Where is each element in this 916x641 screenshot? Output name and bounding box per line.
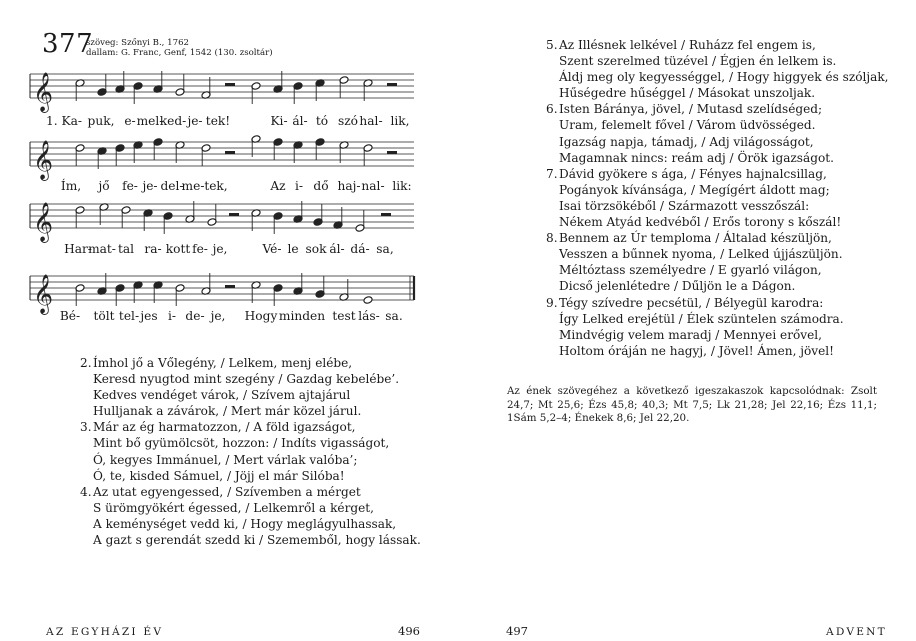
lyric-syllable: dá- xyxy=(350,242,370,256)
lyric-syllable: lás- xyxy=(358,309,380,323)
note-icon xyxy=(133,82,143,104)
verse-line: Szent szerelmed tüzével / Égjen én lelkem is. xyxy=(559,54,837,69)
note-icon xyxy=(75,206,85,228)
note-icon xyxy=(175,74,185,96)
note-icon xyxy=(339,76,349,98)
note-icon xyxy=(75,284,85,306)
note-icon xyxy=(75,144,85,166)
note-icon xyxy=(315,138,325,160)
lyric-syllable: Bé- xyxy=(59,309,81,323)
lyric-syllable: tek! xyxy=(205,114,231,128)
note-icon xyxy=(115,144,125,166)
lyric-syllable: tek, xyxy=(204,179,228,193)
verse-number: 4. xyxy=(80,484,92,499)
verse-number: 6. xyxy=(546,102,558,117)
rest-icon xyxy=(225,151,235,154)
note-icon xyxy=(273,284,283,306)
verses-right xyxy=(546,37,889,359)
lyrics-line-4 xyxy=(46,309,426,327)
music-staff-2 xyxy=(30,124,430,184)
verse-5 xyxy=(546,37,889,101)
verse-line: Bennem az Úr temploma / Általad készüljön, xyxy=(559,231,832,246)
page-number-left: 496 xyxy=(398,624,420,638)
verse-line: Isten Báránya, jövel, / Mutasd szelídséged; xyxy=(559,102,823,117)
lyric-syllable: ál- xyxy=(329,242,345,256)
lyric-syllable: mat- xyxy=(88,242,116,256)
lyric-syllable: ál- xyxy=(292,114,308,128)
lyric-syllable: kott xyxy=(165,242,191,256)
lyric-syllable: ked- xyxy=(159,114,187,128)
lyric-syllable: le xyxy=(287,242,299,256)
verse-number: 7. xyxy=(546,166,558,181)
verse-line: Áldj meg oly kegyességgel, / Hogy higgyek és szóljak, xyxy=(559,70,889,85)
verse-line: Magamnak nincs: reám adj / Örök igazságot. xyxy=(559,150,834,165)
lyric-syllable: hal- xyxy=(359,114,383,128)
lyric-syllable: i- xyxy=(294,179,304,193)
lyric-syllable: jő xyxy=(98,179,110,193)
lyric-syllable: Ki- xyxy=(270,114,288,128)
treble-clef-icon: 𝄞 xyxy=(33,274,54,314)
lyric-syllable: lik: xyxy=(392,179,412,193)
verse-line: Hűségedre hűséggel / Másokat unszoljak. xyxy=(559,86,816,101)
lyric-syllable: je- xyxy=(142,179,158,193)
note-icon xyxy=(153,138,163,160)
rest-icon xyxy=(387,83,397,86)
music-staff-3 xyxy=(30,186,430,246)
verse-line: Dicső jelenlétedre / Dűljön le a Dágon. xyxy=(559,279,796,294)
note-icon xyxy=(273,212,283,234)
verse-line: Nékem Atyád kedvéből / Erős torony s kőszál! xyxy=(559,215,842,230)
melody-credit: dallam: G. Franc, Genf, 1542 (130. zsoltár) xyxy=(86,48,273,58)
note-icon xyxy=(201,144,211,166)
lyric-syllable: lik, xyxy=(390,114,410,128)
verse-line: Igazság napja, támadj, / Adj világosságot, xyxy=(559,134,814,149)
treble-clef-icon: 𝄞 xyxy=(33,72,54,112)
verse-line: A gazt s gerendát szedd ki / Szememből, hogy lássak. xyxy=(93,533,421,548)
lyric-syllable: sa, xyxy=(376,242,394,256)
verse-3 xyxy=(80,419,421,483)
lyric-syllable: e- xyxy=(124,114,136,128)
verse-number: 5. xyxy=(546,38,558,52)
lyric-syllable: test xyxy=(332,309,356,323)
lyric-syllable: tó xyxy=(315,114,329,128)
lyric-syllable: szó xyxy=(337,114,359,128)
running-title-left: AZ EGYHÁZI ÉV xyxy=(46,626,164,638)
lyric-syllable: haj- xyxy=(337,179,361,193)
note-icon xyxy=(121,206,131,228)
text-credit: szöveg: Szőnyi B., 1762 xyxy=(86,38,190,48)
lyric-syllable: fe- xyxy=(192,242,208,256)
note-icon xyxy=(97,74,107,96)
verse-line: Tégy szívedre pecsétül, / Bélyegül karodra: xyxy=(559,295,824,310)
verse-2 xyxy=(80,355,421,419)
rest-icon xyxy=(225,83,235,86)
lyric-syllable: nal- xyxy=(361,179,385,193)
verse-line: Így Lelked erejétül / Élek szüntelen számodra. xyxy=(559,311,844,326)
note-icon xyxy=(273,138,283,160)
note-icon xyxy=(207,204,217,226)
verse-9 xyxy=(546,295,889,359)
note-icon xyxy=(163,212,173,234)
rest-icon xyxy=(387,151,397,154)
lyric-syllable: tal xyxy=(117,242,135,256)
verse-line: A keménységet vedd ki, / Hogy meglágyulhassak, xyxy=(93,516,397,531)
rest-icon xyxy=(229,213,239,216)
verse-line: Isai törzsökéből / Származott vesszőszál: xyxy=(559,198,810,213)
lyric-syllable: jes xyxy=(140,309,158,323)
lyric-syllable: i- xyxy=(167,309,177,323)
lyric-syllable: puk, xyxy=(87,114,115,128)
treble-clef-icon: 𝄞 xyxy=(33,202,54,242)
page-number-right: 497 xyxy=(506,624,528,638)
note-icon xyxy=(363,144,373,166)
verse-6 xyxy=(546,101,889,165)
lyric-syllable: ra- xyxy=(144,242,162,256)
lyric-syllable: 1. Ka- xyxy=(46,114,82,128)
verse-line: Holtom óráján ne hagyj, / Jövel! Ámen, jövel! xyxy=(559,343,835,358)
lyric-syllable: Ím, xyxy=(60,179,82,193)
lyric-syllable: mel- xyxy=(136,114,164,128)
verse-line: Már az ég harmatozzon, / A föld igazságot, xyxy=(93,420,356,435)
note-icon xyxy=(313,204,323,226)
lyric-syllable: de- xyxy=(185,309,205,323)
verse-line: Kedves vendéget várok, / Szívem ajtajárul xyxy=(93,388,351,403)
music-staff-1 xyxy=(30,56,430,116)
verse-7 xyxy=(546,166,889,230)
verse-line: Keresd nyugtod mint szegény / Gazdag kebelébe’. xyxy=(93,372,400,387)
lyric-syllable: je, xyxy=(210,309,226,323)
verse-line: Ímhol jő a Vőlegény, / Lelkem, menj elébe, xyxy=(93,356,353,370)
verse-line: Az utat egyengessed, / Szívemben a mérget xyxy=(93,484,361,499)
lyric-syllable: je- xyxy=(187,114,203,128)
lyric-syllable: dő xyxy=(313,179,329,193)
verse-line: Pogányok kívánsága, / Megígért áldott mag; xyxy=(559,182,830,197)
note-icon xyxy=(315,276,325,298)
note-icon xyxy=(175,284,185,306)
note-icon xyxy=(115,284,125,306)
lyric-syllable: fe- xyxy=(122,179,138,193)
verse-line: Ó, kegyes Immánuel, / Mert várlak valóba’; xyxy=(93,452,358,467)
verse-line: Mindvégig velem maradj / Mennyei erővel, xyxy=(559,327,822,342)
note-icon xyxy=(251,82,261,104)
rest-icon xyxy=(381,213,391,216)
verse-line: Méltóztass személyedre / E gyarló világon, xyxy=(559,263,822,278)
verse-line: Uram, felemelt fővel / Várom üdvösséged. xyxy=(559,118,816,133)
hymn-number: 377 xyxy=(42,29,94,59)
lyric-syllable: Vé- xyxy=(262,242,282,256)
verse-number: 8. xyxy=(546,231,558,246)
verse-4 xyxy=(80,484,421,548)
running-title-right: ADVENT xyxy=(826,626,887,638)
lyric-syllable: me- xyxy=(181,179,205,193)
lyric-syllable: minden xyxy=(278,309,326,323)
note-icon xyxy=(363,296,373,305)
lyric-syllable: sok xyxy=(305,242,327,256)
verse-line: Hulljanak a závárok, / Mert már közel járul. xyxy=(93,404,362,419)
lyric-syllable: sa. xyxy=(385,309,403,323)
lyric-syllable: tel- xyxy=(118,309,140,323)
lyric-syllable: je, xyxy=(212,242,228,256)
verse-line: Mint bő gyümölcsöt, hozzon: / Indíts vigasságot, xyxy=(93,436,390,451)
rest-icon xyxy=(225,285,235,288)
lyric-syllable: Har- xyxy=(64,242,92,256)
verse-line: S ürömgyökért égessed, / Lelkemről a kérget, xyxy=(93,500,374,515)
lyric-syllable: Az xyxy=(270,179,286,193)
verse-number: 3. xyxy=(80,420,92,435)
treble-clef-icon: 𝄞 xyxy=(33,140,54,180)
lyric-syllable: Hogy xyxy=(244,309,278,323)
lyric-syllable: tölt xyxy=(93,309,115,323)
verse-8 xyxy=(546,230,889,294)
verses-left xyxy=(80,355,421,548)
verse-number: 9. xyxy=(546,295,558,310)
verse-line: Dávid gyökere s ága, / Fényes hajnalcsillag, xyxy=(559,166,827,181)
verse-number: 2. xyxy=(80,356,92,370)
verse-line: Ó, te, kisded Sámuel, / Jöjj el már Silóba! xyxy=(93,468,345,483)
note-icon xyxy=(355,210,365,232)
scripture-note: Az ének szövegéhez a következő igeszakaszok kapcsolódnak: Zsolt 24,7; Mt 25,6; Ézs 45,8; 40,3; Mt 7,5; Lk 21,28; Jel 22,16; Ézs 11,1; 1Sám 5,2–4; Énekek 8,6; Jel 22,20. xyxy=(507,385,877,425)
verse-line: Vesszen a bűnnek nyoma, / Lelked újjászüljön. xyxy=(559,247,843,262)
lyric-syllable: del- xyxy=(160,179,184,193)
verse-line: Az Illésnek lelkével / Ruházz fel engem is, xyxy=(559,38,816,52)
note-icon xyxy=(293,82,303,104)
